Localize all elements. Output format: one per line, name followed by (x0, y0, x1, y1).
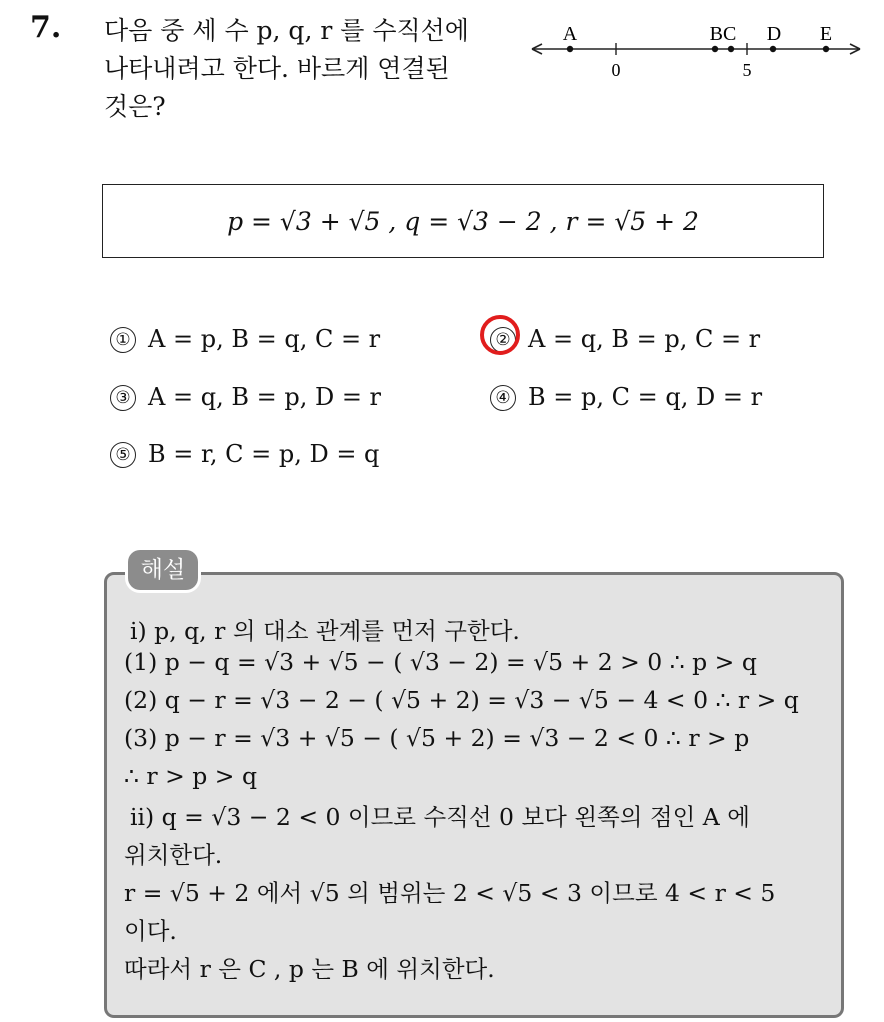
tick-label-0: 0 (611, 60, 621, 80)
solution-line-5: ∴ r > p > q (124, 762, 258, 790)
option-5-text: B = r, C = p, D = q (148, 440, 380, 468)
solution-tag: 해설 (128, 550, 198, 590)
option-3[interactable] (110, 383, 381, 411)
solution-line-8: r = √5 + 2 에서 √5 의 범위는 2 < √5 < 3 이므로 4 < r < 5 (124, 879, 776, 907)
solution-line-4: (3) p − r = √3 + √5 − ( √5 + 2) = √3 − 2 < 0 ∴ r > p (124, 724, 750, 752)
point-b (712, 46, 718, 52)
point-e (823, 46, 829, 52)
point-c (728, 46, 734, 52)
question-number: 7. (30, 10, 62, 45)
question-text (104, 12, 514, 126)
option-5[interactable] (110, 440, 379, 468)
solution-line-10: 따라서 r 은 C , p 는 B 에 위치한다. (124, 955, 495, 983)
option-2[interactable] (490, 325, 760, 353)
option-2-mark: ② (490, 327, 516, 353)
label-bc: BC (709, 23, 737, 45)
label-a: A (562, 23, 578, 45)
solution-line-1: ⅰ) p, q, r 의 대소 관계를 먼저 구한다. (130, 617, 520, 645)
solution-line-9: 이다. (124, 917, 177, 945)
solution-line-7: 위치한다. (124, 841, 223, 869)
selection-circle-icon (480, 315, 520, 355)
option-2-text: A = q, B = p, C = r (528, 325, 761, 353)
option-4[interactable] (490, 383, 762, 411)
solution-line-2: (1) p − q = √3 + √5 − ( √3 − 2) = √5 + 2 > 0 ∴ p > q (124, 648, 757, 676)
question-line-2: 나타내려고 한다. 바르게 연결된 (104, 54, 450, 83)
option-1-mark: ① (110, 327, 136, 353)
option-5-mark: ⑤ (110, 442, 136, 468)
option-3-text: A = q, B = p, D = r (148, 383, 382, 411)
given-expressions: p = √3 + √5 , q = √3 − 2 , r = √5 + 2 (227, 206, 699, 236)
solution-line-3: (2) q − r = √3 − 2 − ( √5 + 2) = √3 − √5 − 4 < 0 ∴ r > q (124, 686, 799, 714)
point-d (770, 46, 776, 52)
label-d: D (766, 23, 782, 45)
given-expressions-box (102, 184, 824, 258)
option-1[interactable] (110, 325, 380, 353)
number-line (528, 14, 868, 84)
option-3-mark: ③ (110, 385, 136, 411)
tick-label-5: 5 (742, 60, 752, 80)
option-4-text: B = p, C = q, D = r (528, 383, 763, 411)
option-4-mark: ④ (490, 385, 516, 411)
question-line-3: 것은? (104, 92, 166, 121)
point-a (567, 46, 573, 52)
label-e: E (819, 23, 833, 45)
option-2-mark-wrap (490, 325, 528, 353)
question-line-1: 다음 중 세 수 p, q, r 를 수직선에 (104, 16, 469, 45)
solution-line-6: ⅱ) q = √3 − 2 < 0 이므로 수직선 0 보다 왼쪽의 점인 A 에 (130, 803, 750, 831)
option-1-text: A = p, B = q, C = r (148, 325, 381, 353)
